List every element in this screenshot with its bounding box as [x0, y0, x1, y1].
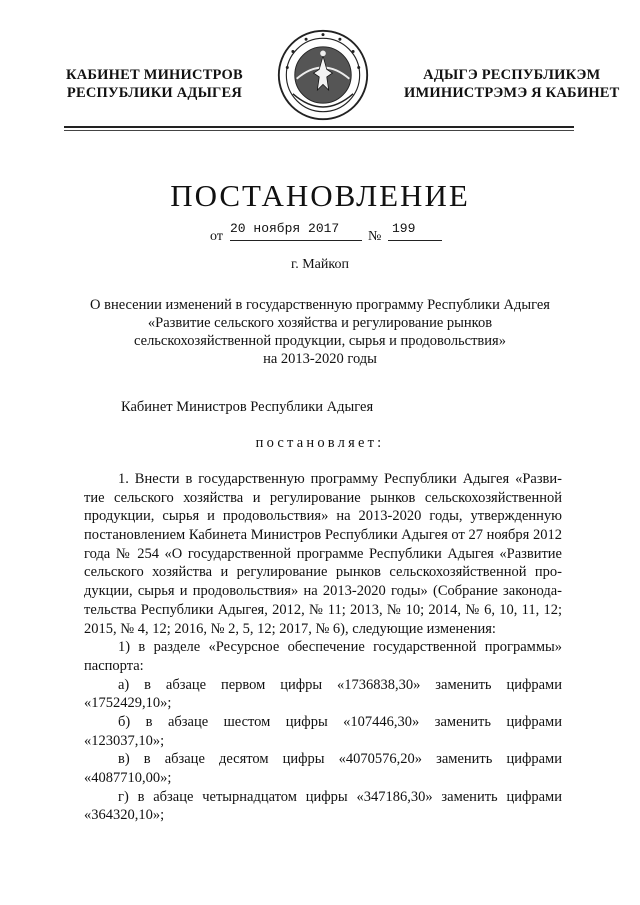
body-line: постановлением Кабинета Министров Республики Адыгея от 27 ноября 2012	[84, 527, 562, 544]
document-title: ПОСТАНОВЛЕНИЕ	[170, 178, 470, 213]
body-line: г) в абзаце четырнадцатом цифры «347186,30» заменить цифрами	[118, 788, 562, 805]
body-line: паспорта:	[84, 657, 144, 674]
decree-subject	[0, 296, 640, 368]
decree-date: 20 ноября 2017	[230, 221, 340, 236]
body-line: «123037,10»;	[84, 732, 165, 749]
header-left-line-1: КАБИНЕТ МИНИСТРОВ	[66, 67, 243, 83]
body-line: года № 254 «О государственной программе Республики Адыгея «Развитие	[84, 545, 562, 562]
body-line: 1) в разделе «Ресурсное обеспечение государственной программы»	[118, 639, 562, 656]
subject-line-1: О внесении изменений в государственную программу Республики Адыгея	[90, 297, 550, 313]
body-line: «364320,10»;	[84, 807, 165, 824]
body-line: тие сельского хозяйства и регулирование рынков сельскохозяйственной	[84, 489, 562, 506]
subject-line-2: «Развитие сельского хозяйства и регулирование рынков	[147, 315, 493, 331]
header-left-authority	[66, 66, 243, 102]
body-line: «4087710,00»;	[84, 770, 172, 786]
body-line: 1. Внести в государственную программу Республики Адыгея «Разви-	[118, 471, 562, 487]
city-name: г. Майкоп	[291, 257, 349, 272]
header-right-authority	[404, 66, 620, 102]
body-line: 2015, № 4, 12; 2016, № 2, 5, 12; 2017, № 6), следующие изменения:	[84, 620, 496, 637]
number-underline	[388, 240, 442, 241]
header-right-line-2: ИМИНИСТРЭМЭ Я КАБИНЕТ	[404, 85, 620, 101]
body-line: в) в абзаце десятом цифры «4070576,20» заменить цифрами	[118, 751, 562, 768]
body-line: б) в абзаце шестом цифры «107446,30» заменить цифрами	[118, 713, 562, 730]
adygea-coat-of-arms-icon	[276, 28, 370, 122]
body-line: сельского хозяйства и регулирование рынков сельскохозяйственной про-	[84, 564, 562, 581]
body-line: продукции, сырья и продовольствия» на 2013-2020 годы, утвержденную	[84, 508, 562, 525]
body-line: тельства Республики Адыгея, 2012, № 11; 2013, № 10; 2014, № 6, 10, 11, 12;	[84, 601, 562, 618]
decree-body	[84, 470, 562, 825]
body-line: а) в абзаце первом цифры «1736838,30» заменить цифрами	[118, 676, 562, 693]
subject-line-4: на 2013-2020 годы	[263, 351, 377, 367]
date-prefix: от	[210, 229, 223, 244]
header-left-line-2: РЕСПУБЛИКИ АДЫГЕЯ	[66, 85, 242, 101]
date-underline	[230, 240, 362, 241]
decree-word: постановляет:	[255, 435, 385, 451]
subject-line-3: сельскохозяйственной продукции, сырья и продовольствия»	[134, 333, 506, 349]
issuing-body: Кабинет Министров Республики Адыгея	[121, 399, 374, 415]
body-line: «1752429,10»;	[84, 695, 172, 712]
header-divider-thin	[64, 130, 574, 131]
header-divider-thick	[64, 126, 574, 128]
body-line: дукции, сырья и продовольствия» на 2013-2020 годы» (Собрание законода-	[84, 583, 562, 600]
number-sign: №	[368, 229, 382, 244]
header-right-line-1: АДЫГЭ РЕСПУБЛИКЭМ	[423, 67, 601, 83]
decree-number: 199	[392, 221, 416, 236]
